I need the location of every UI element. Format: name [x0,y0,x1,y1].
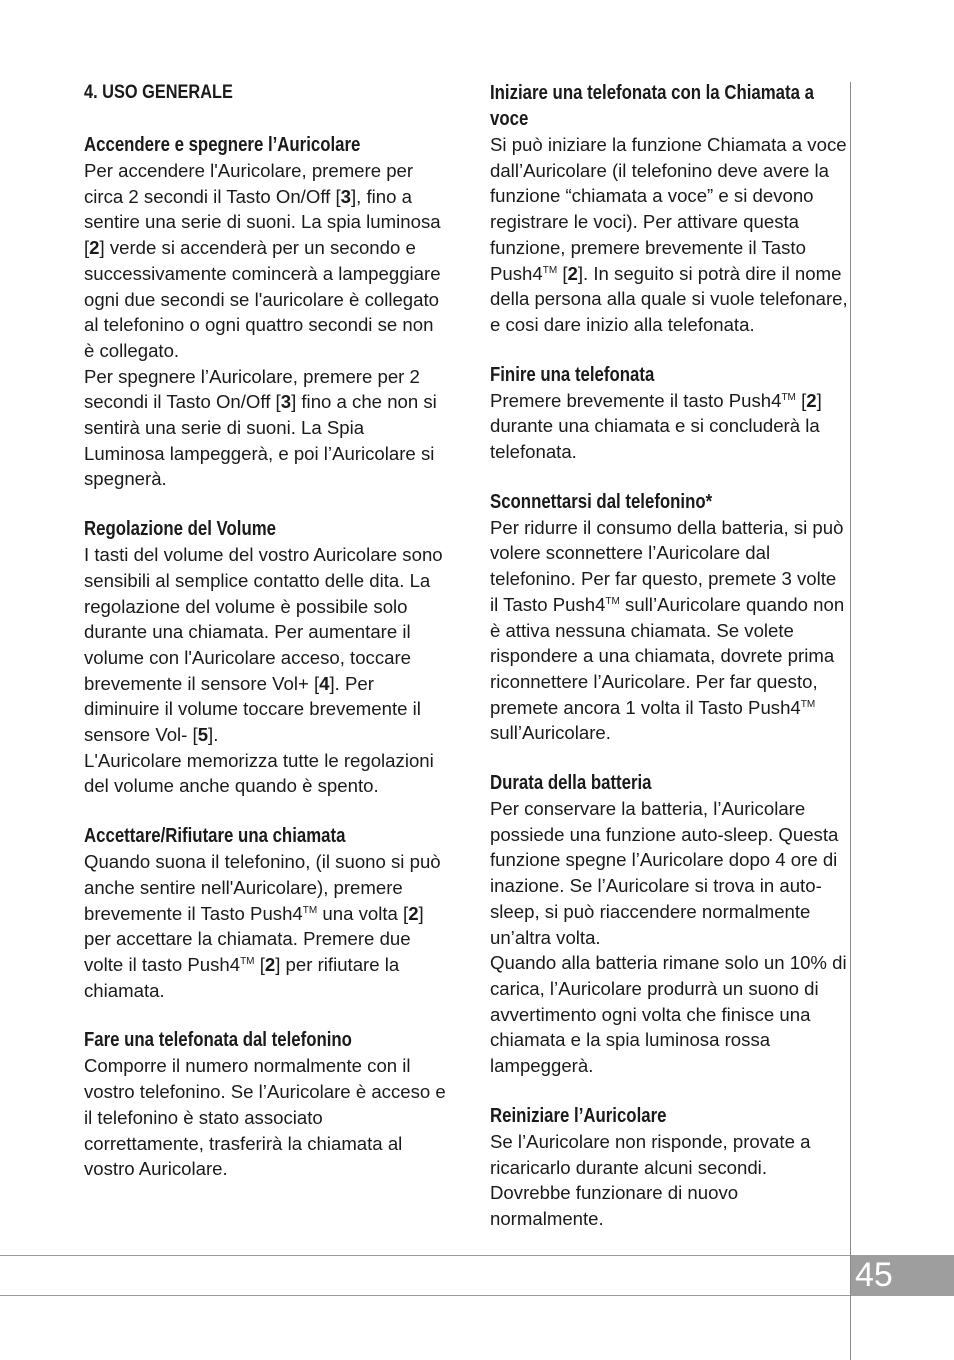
text-run: Per conservare la batteria, l’Auricolare possiede una funzione auto-sleep. Questa funzione spegne l’Auricolare dopo 4 ore di inazione. Se l’Auricolare si trova in auto-sleep, si può riaccendere normalmente un’altra volta. [490,798,839,948]
section-text [490,796,848,1079]
section-disconnect [490,489,848,746]
text-run: Quando suona il telefonino, (il suono si può anche sentire nell'Auricolare), premere brevemente il Tasto Push4 [84,851,441,924]
heading-text: Sconnettarsi dal telefonino* [490,490,713,513]
heading-text: Finire una telefonata [490,363,655,386]
heading-text: Regolazione del Volume [84,518,276,541]
ref-number: 2 [408,902,419,924]
text-run: Per ridurre il consumo della batteria, si può volere sconnettere l’Auricolare dal telefonino. Per far questo, premete 3 volte il Tasto Push4 [490,516,844,615]
text-run: sull’Auricolare. [490,722,611,744]
text-run: ]. [208,724,219,746]
trademark-mark: TM [542,264,558,276]
text-run: ] durante una chiamata e si concluderà la telefonata. [490,389,822,463]
text-run: I tasti del volume del vostro Auricolare sono sensibili al semplice contatto delle dita. La regolazione del volume è possibile solo durante una chiamata. Per aumentare il volume con l'Auricolare acceso, toccare brevemente il sensore Vol+ [ [84,544,443,694]
trademark-mark: TM [240,955,255,967]
ref-number: 2 [567,262,578,284]
text-run: ]. Per diminuire il volume toccare brevemente il sensore Vol- [ [84,672,421,746]
section-heading [490,80,848,132]
text-run: una volta [ [317,902,409,924]
right-column [490,80,848,1256]
heading-text: Accettare/Rifiutare una chiamata [84,825,346,848]
text-run: L'Auricolare memorizza tutte le regolazioni del volume anche quando è spento. [84,749,434,797]
text-run: Premere brevemente il tasto Push4 [490,389,782,411]
heading-text: Durata della batteria [490,772,652,795]
text-run: Quando alla batteria rimane solo un 10% di carica, l’Auricolare produrrà un suono di avvertimento ogni volta che finisce una chiamata e la spia luminosa rossa lampeggerà. [490,952,847,1077]
section-text [490,388,848,465]
footer-rule-bottom [0,1295,850,1296]
section-accept-reject [84,823,446,1003]
section-heading [490,362,848,388]
left-column [84,80,446,1206]
chapter-title: 4. USO GENERALE [84,82,233,103]
ref-number: 4 [319,672,330,694]
text-run: ] verde si accenderà per un secondo e successivamente comincerà a lampeggiare ogni due secondi se l'auricolare è collegato al telefonino o ogni quattro secondi se non è collegato. [84,237,441,361]
section-reset [490,1103,848,1232]
text-run: ]. In seguito si potrà dire il nome della persona alla quale si vuole telefonare, e cosi dare inizio alla telefonata. [490,262,848,335]
heading-text: Fare una telefonata dal telefonino [84,1029,352,1052]
text-run: Si può iniziare la funzione Chiamata a voce dall’Auricolare (il telefonino deve avere la funzione “chiamata a voce” e si devono registrare le voci). Per attivare questa funzione, premere brevemente il Tasto Push4 [490,134,847,284]
section-heading [490,1103,848,1129]
trademark-mark: TM [605,595,620,607]
ref-number: 2 [89,237,100,259]
text-run: Per accendere l'Auricolare, premere per circa 2 secondi il Tasto On/Off [ [84,160,414,207]
section-volume [84,516,446,799]
text-run: ] fino a che non si sentirà una serie di suoni. La Spia Luminosa lampeggerà, e poi l’Auricolare si spegnerà. [84,391,437,490]
section-heading [490,770,848,796]
heading-text: Accendere e spegnere l’Auricolare [84,134,361,156]
heading-text: Reiniziare l’Auricolare [490,1104,667,1127]
section-voice-dial [490,80,848,338]
text-run: Per spegnere l’Auricolare, premere per 2 secondi il Tasto On/Off [ [84,365,420,413]
trademark-mark: TM [800,698,816,710]
section-text [84,158,446,492]
page-number: 45 [851,1255,954,1296]
ref-number: 5 [197,724,209,746]
text-run: [ [254,953,265,975]
text-run: [ [795,389,807,411]
text-run: ], fino a sentire una serie di suoni. La spia luminosa [ [84,185,441,259]
section-heading [84,516,446,542]
ref-number: 2 [264,953,276,975]
section-text: Comporre il numero normalmente con il vostro telefonino. Se l’Auricolare è acceso e il telefonino è stato associato correttamente, trasferirà la chiamata al vostro Auricolare. [84,1055,446,1180]
text-run: ] per rifiutare la chiamata. [84,953,400,1001]
text-run: [ [557,262,568,284]
section-text [490,132,848,338]
text-run: sull’Auricolare quando non è attiva nessuna chiamata. Se volete rispondere a una chiamata, dovrete prima riconnettere l’Auricolare. Per far questo, premete ancora 1 volta il Tasto Push4 [490,593,845,718]
section-end-call [490,362,848,465]
section-power [84,132,446,492]
section-battery [490,770,848,1079]
section-text [490,515,848,746]
text-run: ] per accettare la chiamata. Premere due volte il tasto Push4 [84,902,424,975]
ref-number: 3 [340,185,351,207]
vertical-divider [850,82,851,1360]
footer-rule-top [0,1255,850,1256]
section-heading [84,1027,446,1053]
section-heading [84,132,446,158]
trademark-mark: TM [781,391,796,403]
section-text: Se l’Auricolare non risponde, provate a ricaricarlo durante alcuni secondi. Dovrebbe funzionare di nuovo normalmente. [490,1130,811,1229]
trademark-mark: TM [302,904,318,916]
section-heading [84,823,446,849]
ref-number: 2 [806,389,817,411]
ref-number: 3 [280,391,292,413]
heading-text: Iniziare una telefonata con la Chiamata a voce [490,82,814,130]
section-heading [490,489,848,515]
section-text [84,542,446,799]
section-text [84,849,446,1003]
section-phone-call [84,1027,446,1182]
